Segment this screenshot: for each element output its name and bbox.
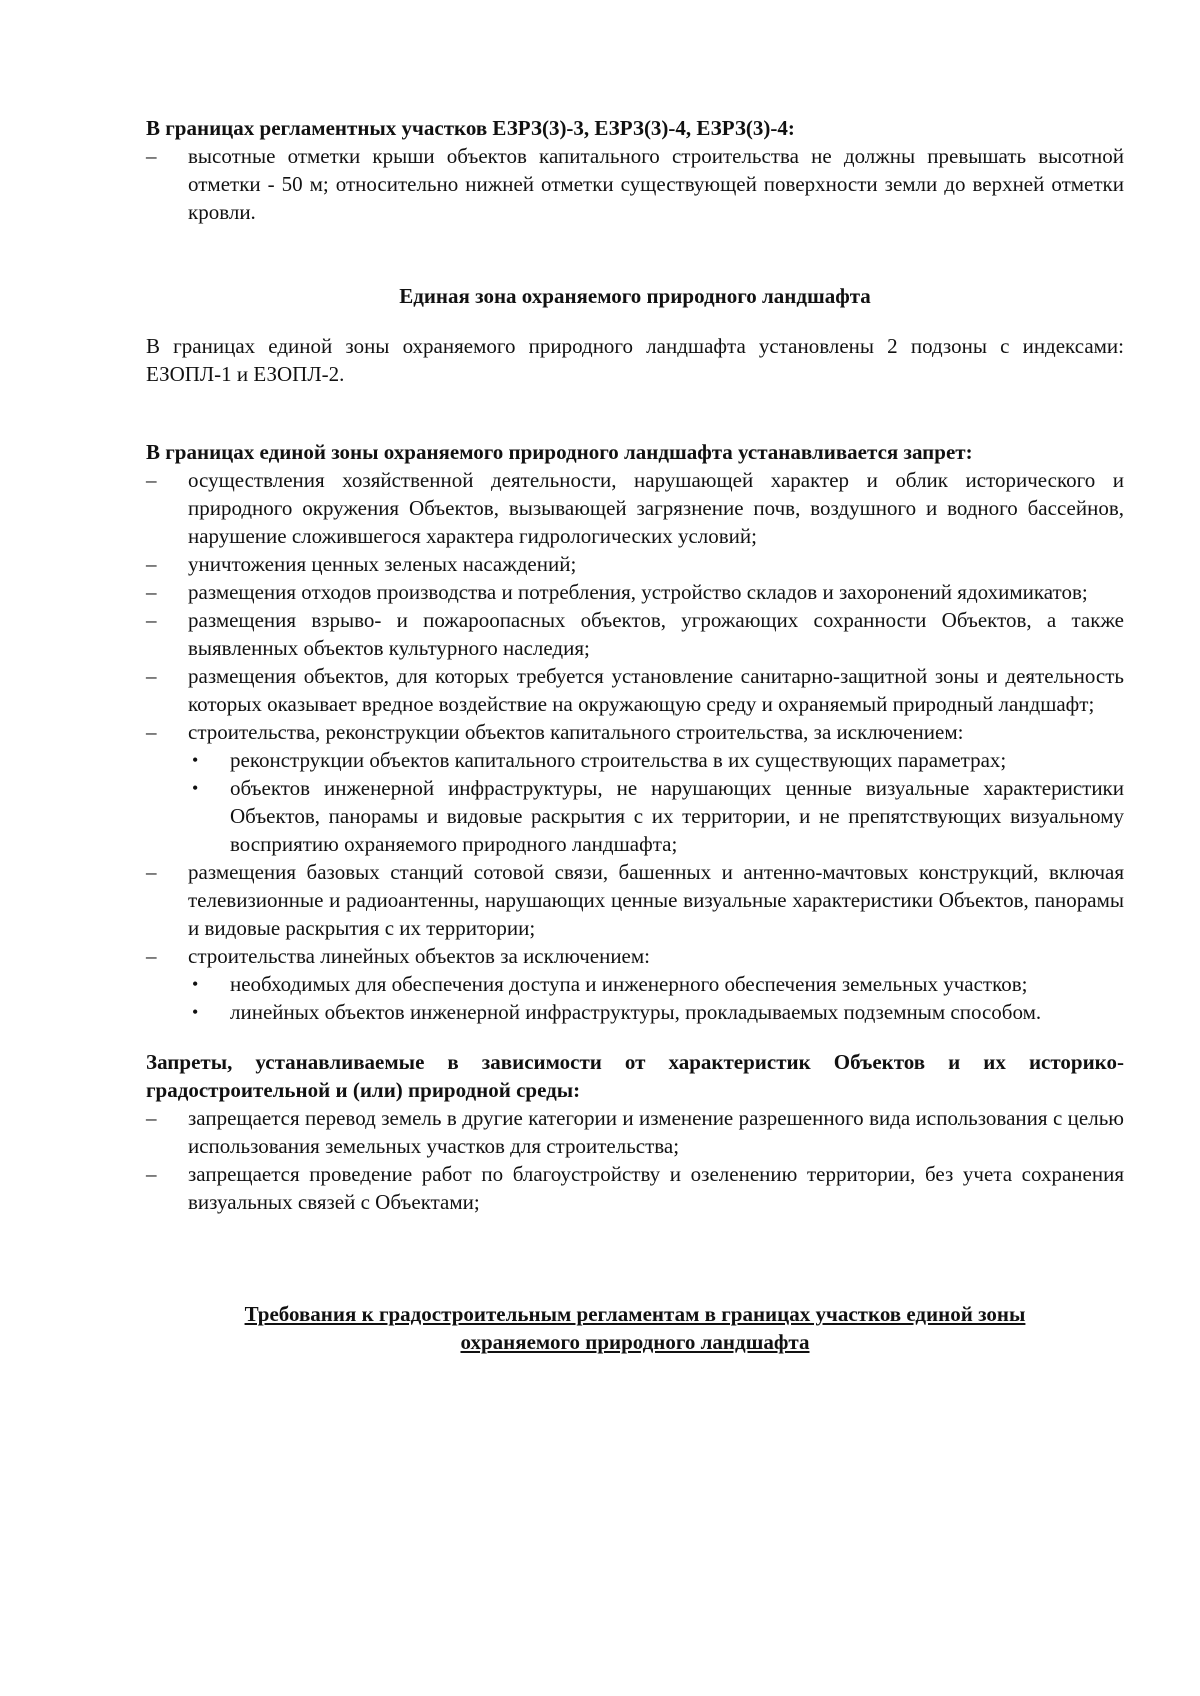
section3-list: [146, 466, 1124, 1026]
section2-paragraph: В границах единой зоны охраняемого природного ландшафта установлены 2 подзоны с индексами: ЕЗОПЛ-1 и ЕЗОПЛ-2.: [146, 334, 1124, 386]
sublist-item-text: реконструкции объектов капитального строительства в их существующих параметрах;: [230, 748, 1007, 772]
list-item-text: запрещается проведение работ по благоустройству и озеленению территории, без учета сохранения визуальных связей с Объектами;: [188, 1162, 1124, 1214]
sublist-item: [188, 746, 1124, 774]
dash-marker: –: [146, 608, 157, 632]
list-item-text: осуществления хозяйственной деятельности, нарушающей характер и облик исторического и природного окружения Объектов, вызывающей загрязнение почв, воздушного и водного бассейнов, нарушение сложившегося характера гидрологических условий;: [188, 468, 1124, 548]
bullet-marker: •: [192, 778, 199, 798]
section5-title-line1: Требования к градостроительным регламентам в границах участков единой зоны: [244, 1302, 1026, 1326]
list-item-text: строительства, реконструкции объектов капитального строительства, за исключением:: [188, 720, 964, 744]
list-item-text: уничтожения ценных зеленых насаждений;: [188, 552, 577, 576]
sublist-item: [188, 774, 1124, 858]
section2-title: Единая зона охраняемого природного ландшафта: [399, 284, 871, 308]
section3-heading: В границах единой зоны охраняемого природного ландшафта устанавливается запрет:: [146, 440, 973, 464]
dash-marker: –: [146, 468, 157, 492]
section1-list: [146, 142, 1124, 226]
sublist: [188, 970, 1124, 1026]
dash-marker: –: [146, 944, 157, 968]
list-item: [146, 662, 1124, 718]
list-item-text: размещения объектов, для которых требуется установление санитарно-защитной зоны и деятельность которых оказывает вредное воздействие на окружающую среду и охраняемый природный ландшафт;: [188, 664, 1124, 716]
list-item: [146, 1104, 1124, 1160]
sublist-item-text: линейных объектов инженерной инфраструктуры, прокладываемых подземным способом.: [230, 1000, 1042, 1024]
list-item: [146, 1160, 1124, 1216]
sublist-item-text: необходимых для обеспечения доступа и инженерного обеспечения земельных участков;: [230, 972, 1028, 996]
bullet-marker: •: [192, 974, 199, 994]
list-item: [146, 578, 1124, 606]
dash-marker: –: [146, 664, 157, 688]
list-item: [146, 550, 1124, 578]
section4-list: [146, 1104, 1124, 1216]
document-body: [146, 114, 1124, 1356]
section4-heading: Запреты, устанавливаемые в зависимости от характеристик Объектов и их историко-градостроительной и (или) природной среды:: [146, 1050, 1124, 1102]
list-item: [146, 606, 1124, 662]
sublist-item-text: объектов инженерной инфраструктуры, не нарушающих ценные визуальные характеристики Объектов, панорамы и видовые раскрытия с их территории, и не препятствующих визуальному восприятию охраняемого природного ландшафта;: [230, 776, 1124, 856]
sublist-item: [188, 998, 1124, 1026]
list-item-text: размещения базовых станций сотовой связи, башенных и антенно-мачтовых конструкций, включая телевизионные и радиоантенны, нарушающих ценные визуальные характеристики Объектов, панорамы и видовые раскрытия с их территории;: [188, 860, 1124, 940]
bullet-marker: •: [192, 1002, 199, 1022]
list-item: [146, 718, 1124, 858]
list-item-text: размещения отходов производства и потребления, устройство складов и захоронений ядохимикатов;: [188, 580, 1088, 604]
list-item: [146, 142, 1124, 226]
list-item: [146, 858, 1124, 942]
list-item-text: высотные отметки крыши объектов капитального строительства не должны превышать высотной отметки - 50 м; относительно нижней отметки существующей поверхности земли до верхней отметки кровли.: [188, 144, 1124, 224]
dash-marker: –: [146, 552, 157, 576]
list-item-text: размещения взрыво- и пожароопасных объектов, угрожающих сохранности Объектов, а также выявленных объектов культурного наследия;: [188, 608, 1124, 660]
bullet-marker: •: [192, 750, 199, 770]
dash-marker: –: [146, 580, 157, 604]
list-item: [146, 942, 1124, 1026]
sublist: [188, 746, 1124, 858]
dash-marker: –: [146, 1106, 157, 1130]
list-item-text: строительства линейных объектов за исключением:: [188, 944, 650, 968]
dash-marker: –: [146, 1162, 157, 1186]
list-item: [146, 466, 1124, 550]
section1-heading: В границах регламентных участков ЕЗРЗ(3)-3, ЕЗРЗ(3)-4, ЕЗРЗ(3)-4:: [146, 116, 795, 140]
list-item-text: запрещается перевод земель в другие категории и изменение разрешенного вида использования с целью использования земельных участков для строительства;: [188, 1106, 1124, 1158]
sublist-item: [188, 970, 1124, 998]
dash-marker: –: [146, 860, 157, 884]
dash-marker: –: [146, 144, 157, 168]
section5-title-line2: охраняемого природного ландшафта: [460, 1330, 810, 1354]
dash-marker: –: [146, 720, 157, 744]
section5-title: [146, 1300, 1124, 1356]
